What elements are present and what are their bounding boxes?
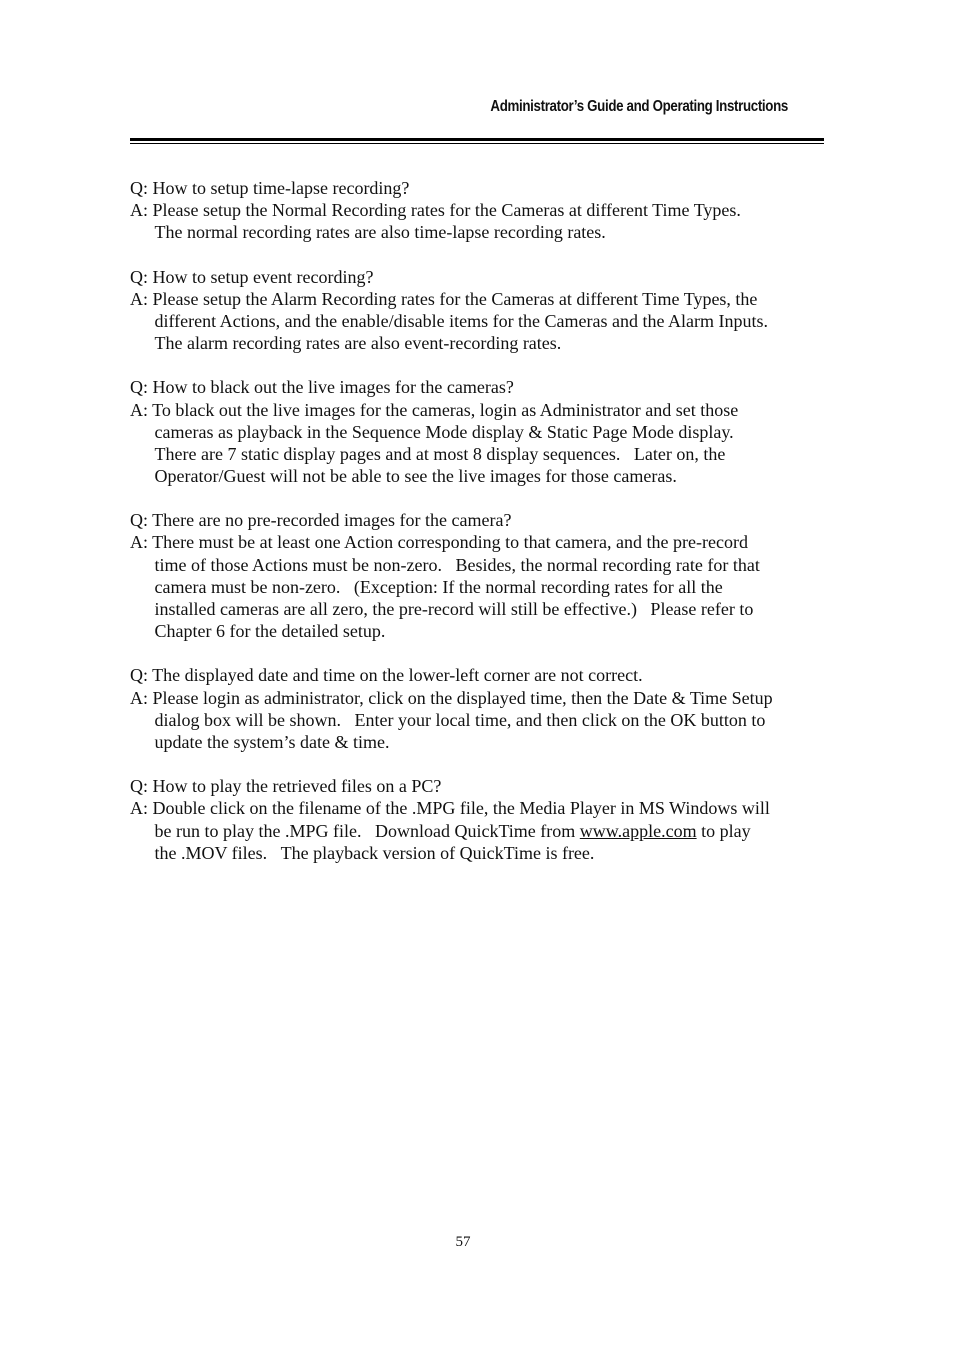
answer-line: A: Please setup the Alarm Recording rates for the Cameras at different Time Types, the xyxy=(130,288,758,309)
answer-text: to play xyxy=(696,820,751,841)
apple-website-link[interactable]: www.apple.com xyxy=(579,820,697,841)
faq-item-time-lapse xyxy=(130,177,820,244)
faq-item-date-time xyxy=(130,664,820,753)
header-rule-thin xyxy=(130,143,824,144)
question-text: Q: How to setup time-lapse recording? xyxy=(130,178,410,198)
answer-line: A: Double click on the filename of the .MPG file, the Media Player in MS Windows will xyxy=(130,798,770,819)
page-number: 57 xyxy=(455,1234,471,1250)
answer-line: dialog box will be shown. Enter your local time, and then click on the OK button to xyxy=(154,709,766,730)
question-text: Q: There are no pre-recorded images for the camera? xyxy=(130,510,512,531)
faq-item-play-files xyxy=(130,775,820,864)
answer-line: A: Please setup the Normal Recording rates for the Cameras at different Time Types. xyxy=(130,200,741,221)
running-header-title: Administrator’s Guide and Operating Instructions xyxy=(490,98,788,115)
answer-line: A: There must be at least one Action corresponding to that camera, and the pre-record xyxy=(130,532,748,553)
question-text: Q: How to black out the live images for the cameras? xyxy=(130,377,514,398)
answer-line: There are 7 static display pages and at most 8 display sequences. Later on, the xyxy=(154,443,726,464)
answer-line: A: To black out the live images for the cameras, login as Administrator and set those xyxy=(130,399,739,420)
faq-section xyxy=(130,177,820,886)
answer-text: be run to play the .MPG file. Download QuickTime from xyxy=(154,820,580,841)
question-text: Q: How to setup event recording? xyxy=(130,266,374,287)
faq-item-pre-record xyxy=(130,509,820,642)
answer-line: update the system’s date & time. xyxy=(154,731,390,752)
answer-line-with-link xyxy=(130,820,820,842)
question-text: Q: How to play the retrieved files on a PC? xyxy=(130,776,442,797)
answer-line: time of those Actions must be non-zero. Besides, the normal recording rate for that xyxy=(154,554,760,575)
header-rule-thick xyxy=(130,138,824,141)
answer-line: different Actions, and the enable/disable items for the Cameras and the Alarm Inputs. xyxy=(154,310,768,331)
answer-line: installed cameras are all zero, the pre-record will still be effective.) Please refer to xyxy=(154,599,754,619)
faq-item-event-recording xyxy=(130,266,820,355)
question-text: Q: The displayed date and time on the lower-left corner are not correct. xyxy=(130,665,643,686)
faq-item-black-out xyxy=(130,376,820,487)
answer-line: Chapter 6 for the detailed setup. xyxy=(154,621,386,642)
answer-line: cameras as playback in the Sequence Mode display & Static Page Mode display. xyxy=(154,421,734,442)
answer-line: A: Please login as administrator, click on the displayed time, then the Date & Time Setup xyxy=(130,687,773,708)
answer-line: The normal recording rates are also time-lapse recording rates. xyxy=(154,222,606,243)
answer-line: The alarm recording rates are also event-recording rates. xyxy=(154,333,562,354)
answer-line: camera must be non-zero. (Exception: If the normal recording rates for all the xyxy=(154,576,723,597)
answer-line: the .MOV files. The playback version of QuickTime is free. xyxy=(154,842,595,863)
answer-line: Operator/Guest will not be able to see the live images for those cameras. xyxy=(154,466,677,487)
